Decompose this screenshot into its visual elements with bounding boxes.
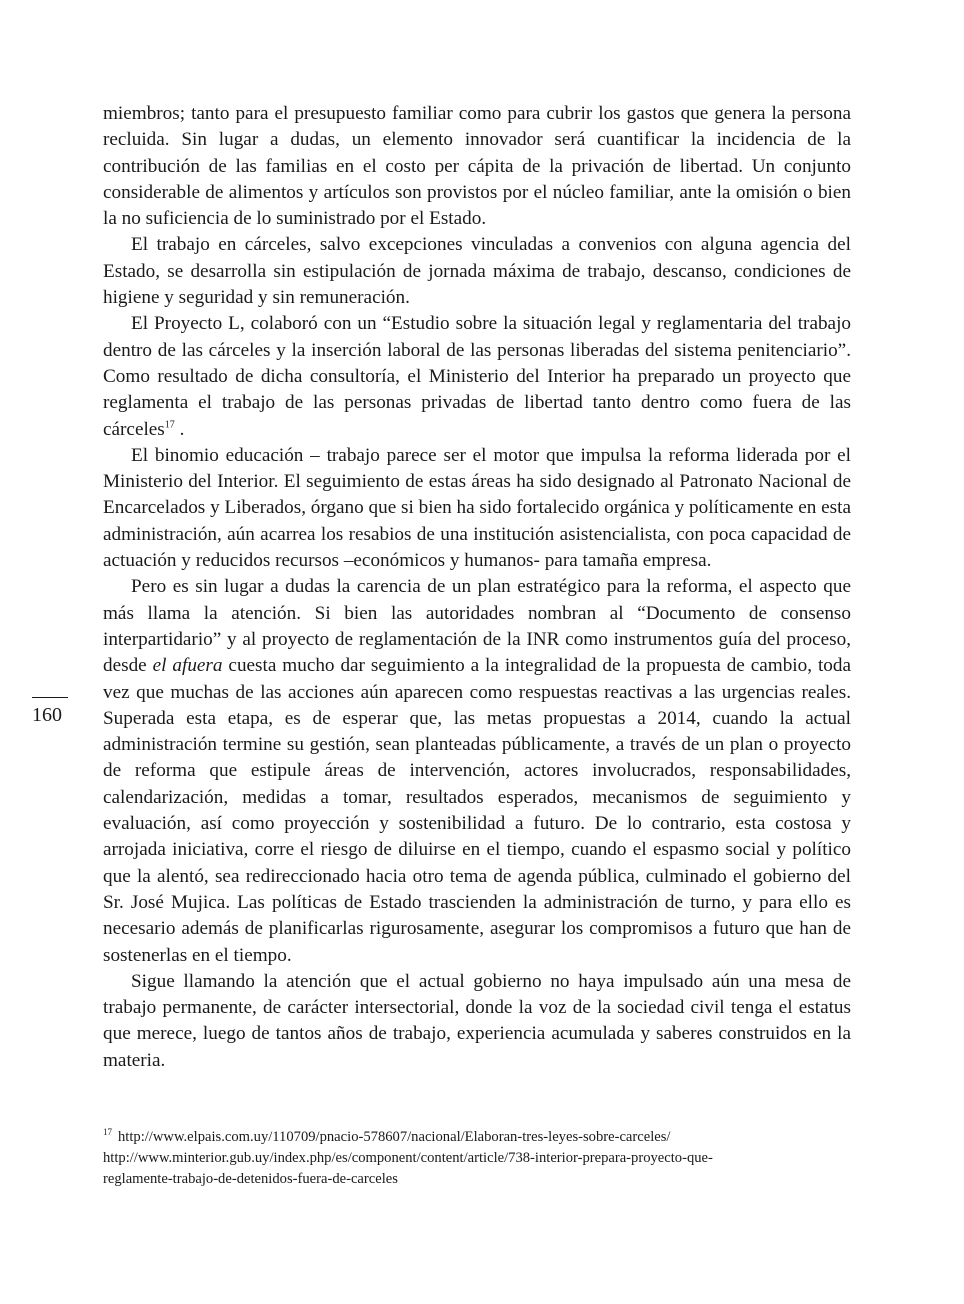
paragraph-3 (103, 311, 851, 442)
footnote-line-3[interactable]: reglamente-trabajo-de-detenidos-fuera-de-carceles (103, 1171, 398, 1187)
page-marker (32, 697, 68, 726)
footnote (103, 1127, 851, 1190)
paragraph-4: El binomio educación – trabajo parece ser el motor que impulsa la reforma liderada por el Ministerio del Interior. El seguimiento de estas áreas ha sido designado al Patronato Nacional de Encarcelados y Liberados, órgano que si bien ha sido fortalecido orgánica y políticamente en esta administración, aún acarrea los resabios de una institución asistencialista, con poca capacidad de actuación y reducidos recursos –económicos y humanos- para tamaña empresa. (103, 444, 851, 572)
footnote-mark: 17 (103, 1127, 112, 1138)
paragraph-1: miembros; tanto para el presupuesto familiar como para cubrir los gastos que genera la persona recluida. Sin lugar a dudas, un elemento innovador será cuantificar la incidencia de la contribución de las familias en el costo per cápita de la privación de libertad. Un conjunto considerable de alimentos y artículos son provistos por el núcleo familiar, ante la omisión o bien la no suficiencia de lo suministrado por el Estado. (103, 103, 851, 230)
paragraph-6: Sigue llamando la atención que el actual gobierno no haya impulsado aún una mesa de trabajo permanente, de carácter intersectorial, donde la voz de la sociedad civil tenga el estatus que merece, luego de tantos años de trabajo, experiencia acumulada y saberes construidos en la materia. (103, 970, 851, 1071)
paragraph-5-part-b: cuesta mucho dar seguimiento a la integralidad de la propuesta de cambio, toda vez que muchas de las acciones aún aparecen como respuestas reactivas a las urgencias reales. Superada esta etapa, es de esperar que, las metas propuestas a 2014, cuando la actual administración termine su gestión, sean planteadas públicamente, a través de un plan o proyecto de reforma que estipule áreas de intervención, actores involucrados, responsabilidades, calendarización, medidas a tomar, resultados esperados, mecanismos de seguimiento y evaluación, así como proyección y sostenibilidad a futuro. De lo contrario, esta costosa y arrojada iniciativa, corre el riesgo de diluirse en el tiempo, cuando el espasmo social y político que la alentó, sea redireccionado hacia otro tema de agenda pública, culminado el gobierno del Sr. José Mujica. Las políticas de Estado trascienden la administración de turno, y para ello es necesario además de planificarlas rigurosamente, asegurar los compromisos a futuro que han de sostenerlas en el tiempo. (103, 655, 851, 966)
footnote-link-elpais[interactable]: http://www.elpais.com.uy/110709/pnacio-578607/nacional/Elaboran-tres-leyes-sobre-carceles/ (118, 1129, 671, 1145)
paragraph-5-part-a: Pero es sin lugar a dudas la carencia de un plan estratégico para la reforma, el aspecto que más llama la atención. Si bien las autoridades nombran al “Documento de consenso interpartidario” y al proyecto de reglamentación de la INR como instrumentos guía del proceso, desde (103, 576, 851, 677)
paragraph-3-text: El Proyecto L, colaboró con un “Estudio sobre la situación legal y reglamentaria del trabajo dentro de las cárceles y la inserción laboral de las personas liberadas del sistema penitenciario”. Como resultado de dicha consultoría, el Ministerio del Interior ha preparado un proyecto que reglamenta el trabajo de las personas privadas de libertad tanto dentro como fuera de las cárceles (103, 313, 851, 440)
page-number: 160 (32, 704, 62, 726)
body-text (103, 101, 851, 1074)
footnote-reference[interactable]: 17 (164, 419, 175, 431)
footnote-line-1 (103, 1127, 851, 1148)
emphasis-el-afuera: el afuera (152, 655, 223, 677)
paragraph-2: El trabajo en cárceles, salvo excepciones vinculadas a convenios con alguna agencia del Estado, se desarrolla sin estipulación de jornada máxima de trabajo, descanso, condiciones de higiene y seguridad y sin remuneración. (103, 234, 851, 309)
page-number-rule (32, 697, 68, 698)
paragraph-5 (103, 574, 851, 968)
paragraph-3-end: . (174, 418, 185, 440)
footnote-line-2[interactable]: http://www.minterior.gub.uy/index.php/es/component/content/article/738-interior-prepara-proyecto-que- (103, 1150, 713, 1166)
